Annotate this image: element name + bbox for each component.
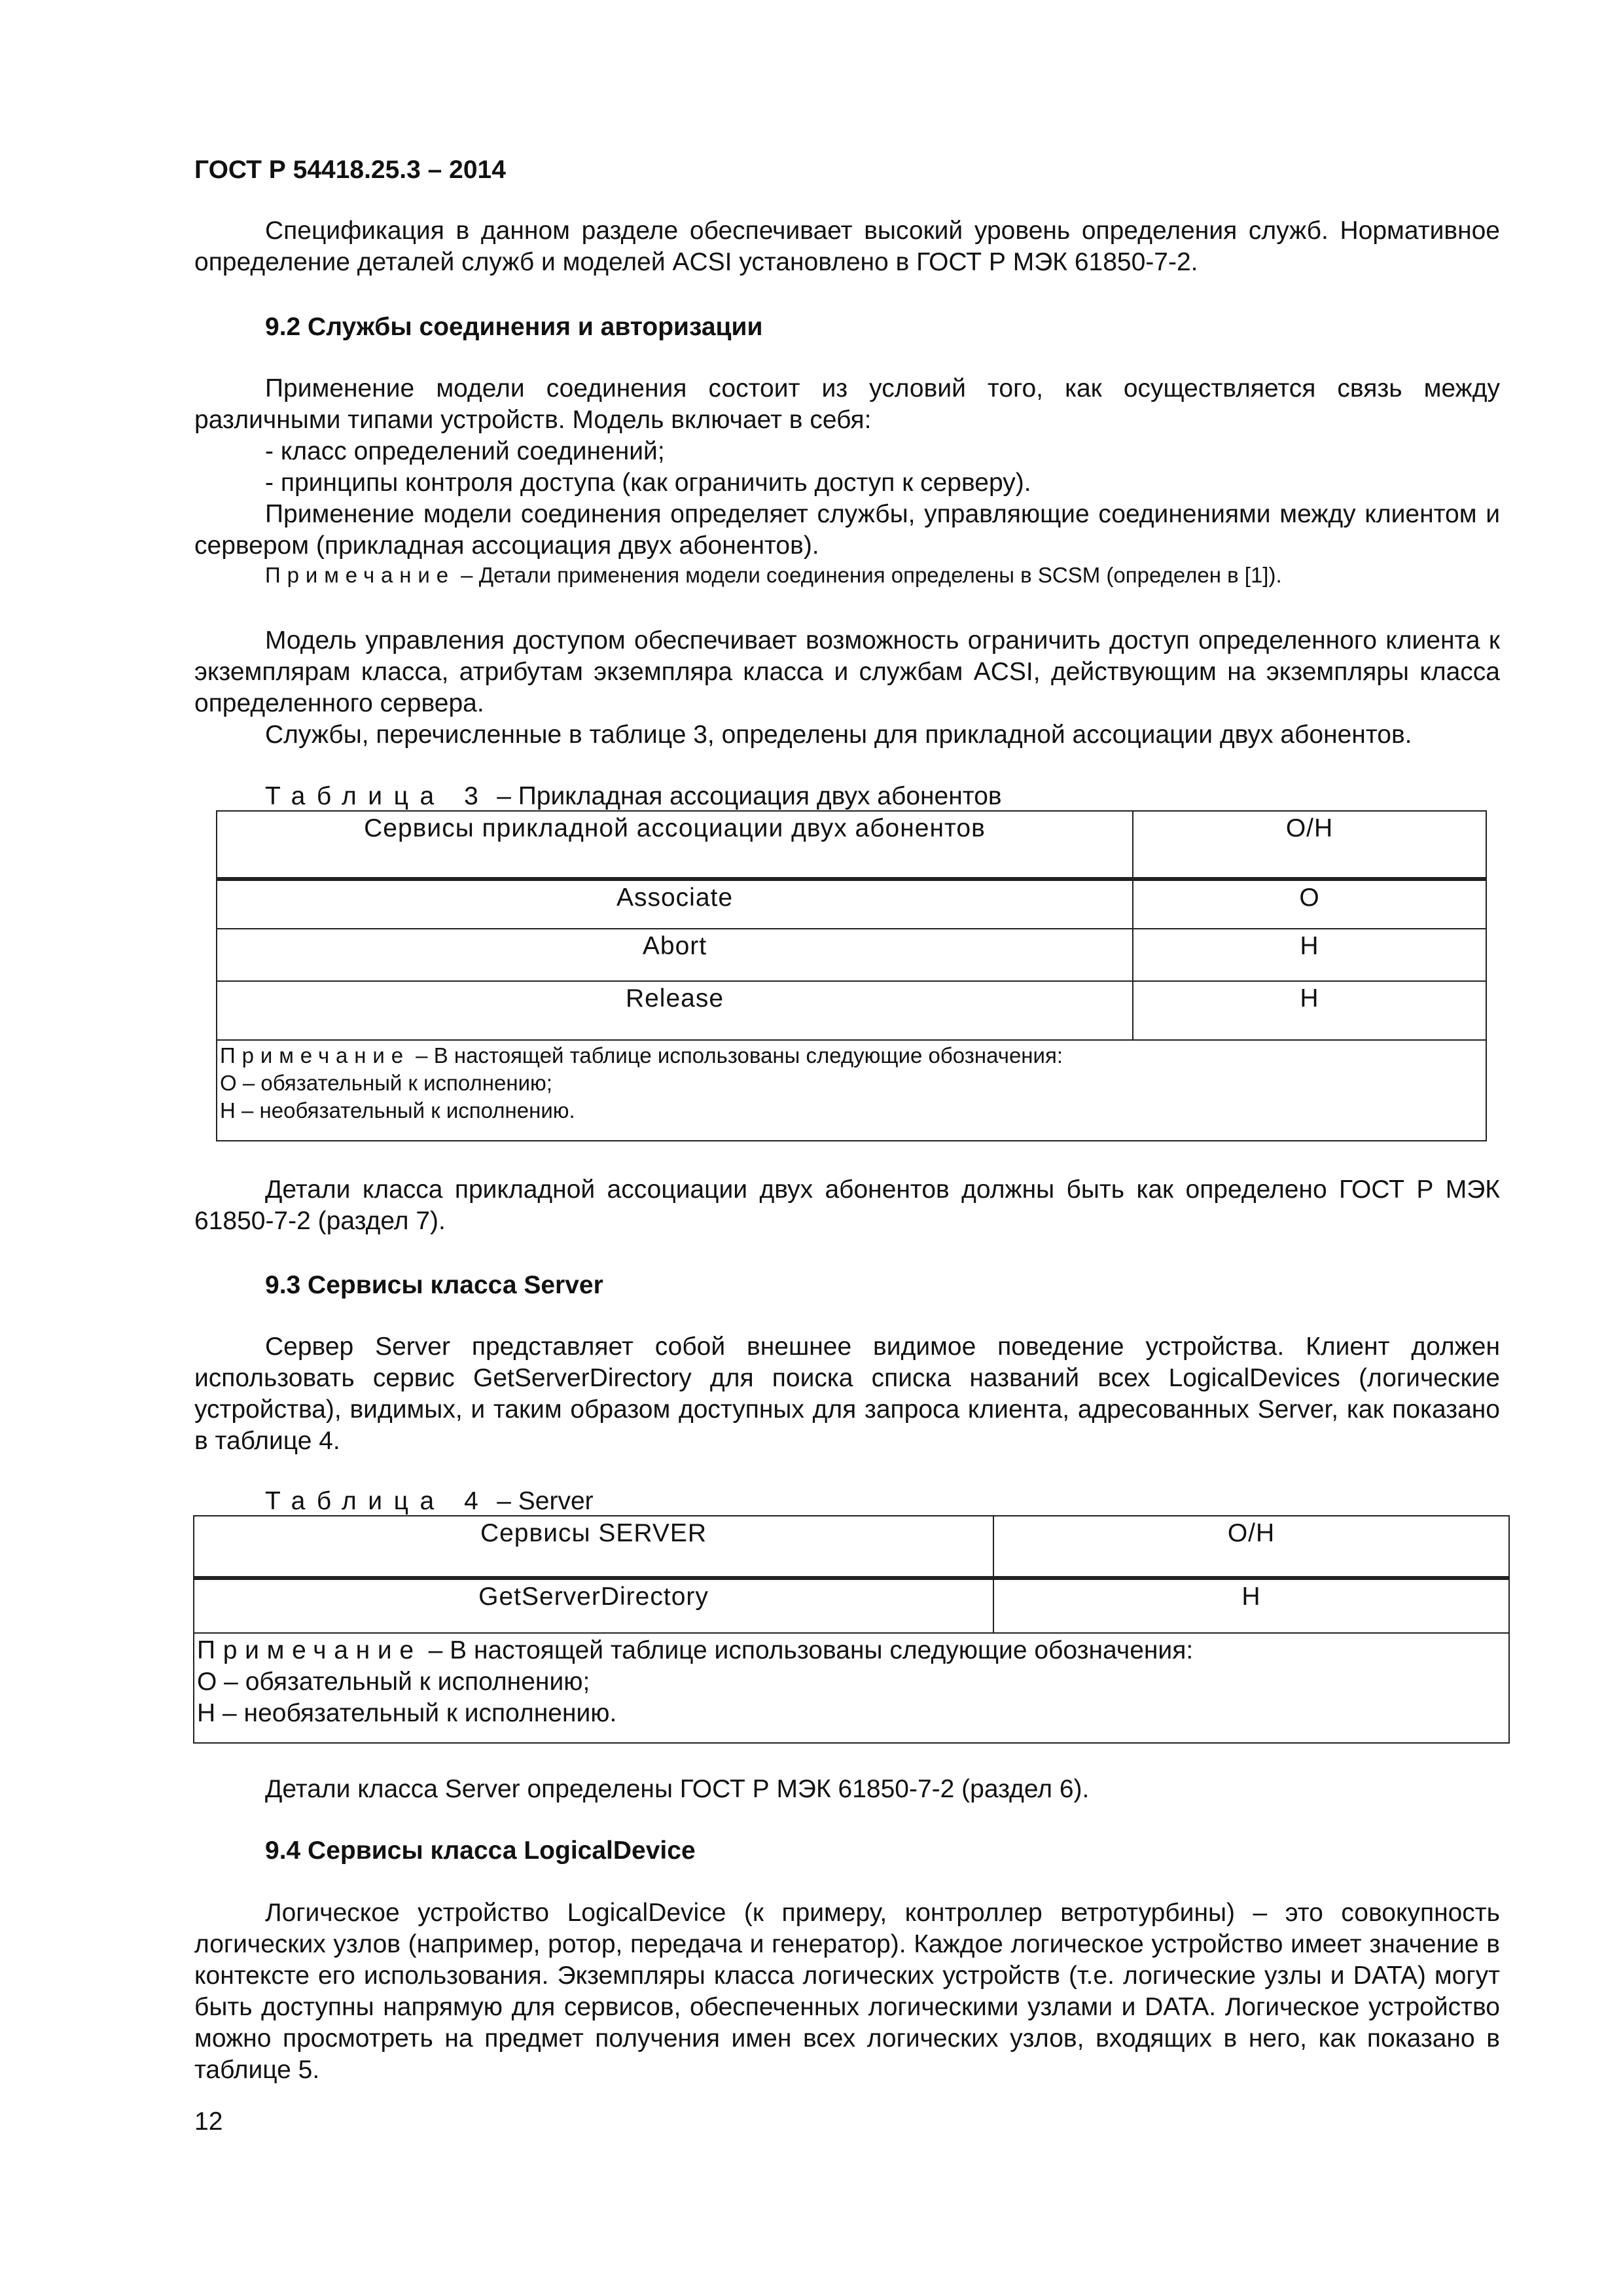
section-9-4-body <box>194 1897 1500 2086</box>
paragraph: Спецификация в данном разделе обеспечивает высокий уровень определения служб. Нормативное определение деталей служб и моделей ACSI установлено в ГОСТ Р МЭК 61850-7-2. <box>194 217 1500 276</box>
header-cell: О/Н <box>1133 811 1486 879</box>
caption-text: – Прикладная ассоциация двух абонентов <box>490 782 1002 810</box>
list-item: - принципы контроля доступа (как ограничить доступ к серверу). <box>265 469 1031 497</box>
caption-label: Таблица 3 <box>265 782 490 810</box>
section-heading-9-2: 9.2 Службы соединения и авторизации <box>265 313 763 341</box>
note <box>194 562 1500 589</box>
table-4 <box>193 1515 1510 1744</box>
note-label: Примечание <box>265 563 455 587</box>
section-9-2-body <box>194 373 1500 589</box>
table-4-caption <box>265 1487 594 1516</box>
table-header-row <box>217 811 1486 879</box>
note-label: Примечание <box>220 1043 410 1067</box>
paragraph: Логическое устройство LogicalDevice (к примеру, контроллер ветротурбины) – это совокупность логических узлов (например, ротор, передача и генератор). Каждое логическое устройство имеет значение в контексте его использования. Экземпляры класса логических устройств (т.е. логические узлы и DATA) могут быть доступны напрямую для сервисов, обеспеченных логическими узлами и DATA. Логическое устройство можно просмотреть на предмет получения имен всех логических узлов, входящих в него, как показано в таблице 5. <box>194 1899 1500 2084</box>
table-note-row <box>194 1633 1509 1743</box>
after-table-4-paragraph <box>194 1774 1500 1805</box>
table-cell: GetServerDirectory <box>194 1578 993 1633</box>
table-cell: Associate <box>217 879 1133 929</box>
table-cell: Release <box>217 981 1133 1040</box>
header-cell: О/Н <box>993 1516 1509 1578</box>
table-cell: Abort <box>217 929 1133 981</box>
table-note-cell <box>194 1633 1509 1743</box>
after-table-3-paragraph <box>194 1174 1500 1237</box>
table-header-row <box>194 1516 1509 1578</box>
table-row <box>217 879 1486 929</box>
table-row <box>217 981 1486 1040</box>
document-header: ГОСТ Р 54418.25.3 – 2014 <box>194 156 506 184</box>
section-heading-9-4: 9.4 Сервисы класса LogicalDevice <box>265 1837 696 1865</box>
note-line <box>197 1635 1506 1666</box>
note-text: – Детали применения модели соединения определены в SCSM (определен в [1]). <box>455 563 1282 587</box>
note-line: Н – необязательный к исполнению. <box>197 1699 617 1727</box>
section-heading-9-3: 9.3 Сервисы класса Server <box>265 1271 603 1299</box>
table-note-row <box>217 1040 1486 1141</box>
note-line: О – обязательный к исполнению; <box>197 1668 590 1696</box>
note-text: – В настоящей таблице использованы следующие обозначения: <box>410 1043 1063 1067</box>
note-line: О – обязательный к исполнению; <box>220 1071 552 1095</box>
table-note-cell <box>217 1040 1486 1141</box>
table-cell: Н <box>1133 981 1486 1040</box>
intro-paragraph <box>194 215 1500 278</box>
note-line: Н – необязательный к исполнению. <box>220 1098 575 1122</box>
table-cell: О <box>1133 879 1486 929</box>
paragraph: Применение модели соединения определяет службы, управляющие соединениями между клиентом и сервером (прикладная ассоциация двух абонентов). <box>194 500 1500 560</box>
section-9-3-body <box>194 1331 1500 1457</box>
note-label: Примечание <box>197 1636 421 1664</box>
section-9-2-body-2 <box>194 625 1500 751</box>
table-3 <box>216 810 1487 1141</box>
paragraph: Сервер Server представляет собой внешнее видимое поведение устройства. Клиент должен использовать сервис GetServerDirectory для поиска списка названий всех LogicalDevices (логические устройства), видимых, и таким образом доступных для запроса клиента, адресованных Server, как показано в таблице 4. <box>194 1333 1500 1455</box>
header-cell: Сервисы SERVER <box>194 1516 993 1578</box>
paragraph: Службы, перечисленные в таблице 3, определены для прикладной ассоциации двух абонентов. <box>265 721 1412 749</box>
table-row <box>194 1578 1509 1633</box>
table-cell: Н <box>1133 929 1486 981</box>
paragraph: Применение модели соединения состоит из условий того, как осуществляется связь между различными типами устройств. Модель включает в себя: <box>194 374 1500 434</box>
note-text: – В настоящей таблице использованы следующие обозначения: <box>421 1636 1194 1664</box>
table-cell: Н <box>993 1578 1509 1633</box>
paragraph: Модель управления доступом обеспечивает возможность ограничить доступ определенного клиента к экземплярам класса, атрибутам экземпляра класса и службам ACSI, действующим на экземпляры класса определенного сервера. <box>194 626 1500 717</box>
table-3-caption <box>265 782 1002 811</box>
header-cell: Сервисы прикладной ассоциации двух абонентов <box>217 811 1133 879</box>
table-row <box>217 929 1486 981</box>
page-number: 12 <box>194 2108 223 2136</box>
paragraph: Детали класса прикладной ассоциации двух абонентов должны быть как определено ГОСТ Р МЭК 61850-7-2 (раздел 7). <box>194 1175 1500 1235</box>
note-line <box>220 1042 1483 1069</box>
paragraph: Детали класса Server определены ГОСТ Р МЭК 61850-7-2 (раздел 6). <box>265 1775 1090 1803</box>
caption-text: – Server <box>490 1487 594 1515</box>
caption-label: Таблица 4 <box>265 1487 490 1515</box>
list-item: - класс определений соединений; <box>265 437 665 465</box>
